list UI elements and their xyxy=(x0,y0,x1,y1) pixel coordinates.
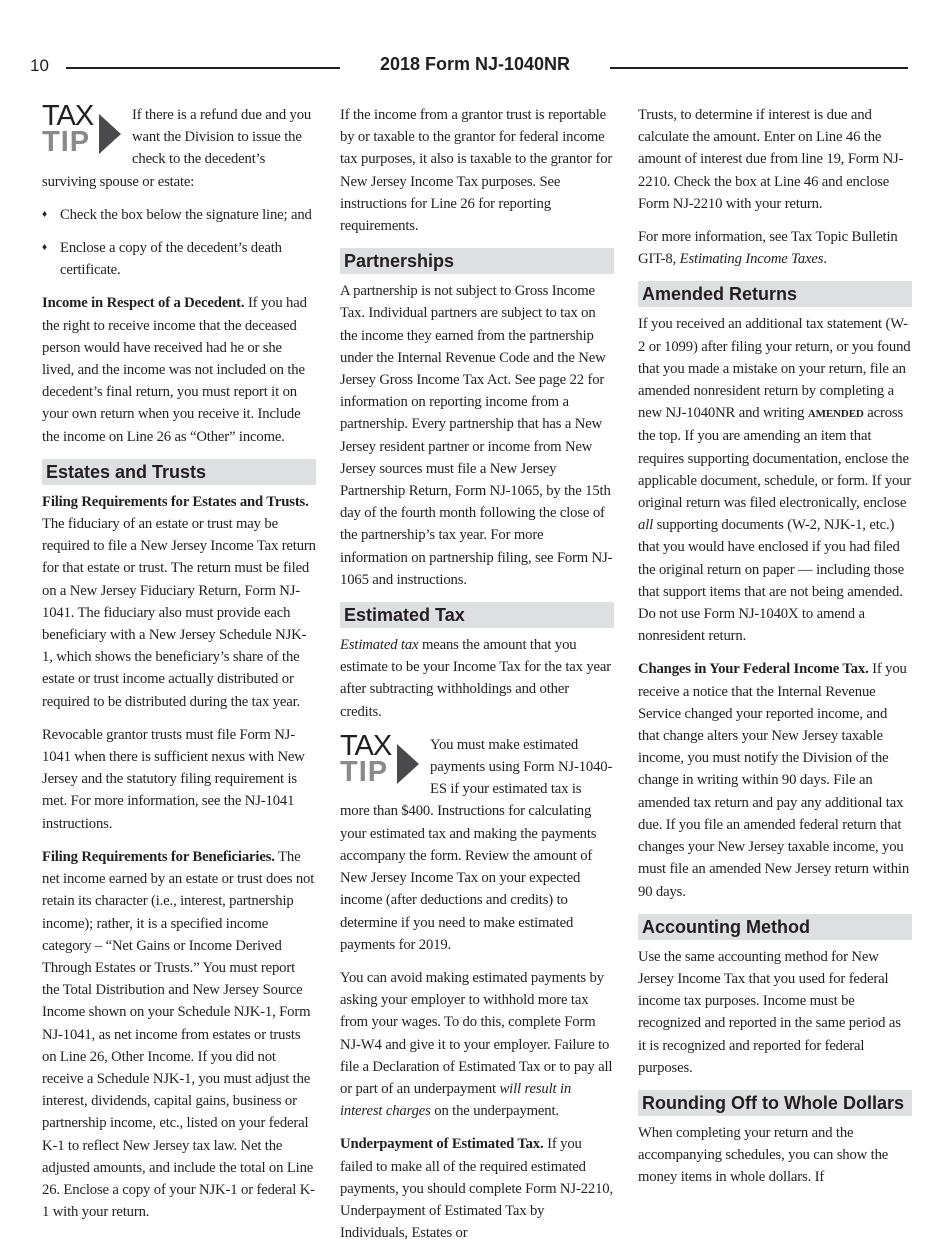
text-run: all xyxy=(638,517,654,534)
text-run: You must make estimated payments using Form NJ-1040-ES if your estimated tax is more than $400. Instructions for calculating your estimated tax and making the payments accompany the form. Review the amount of New Jersey Income Tax on your expected income (after deductions and credits) to determine if you need to make estimated payments for 2019. xyxy=(340,736,613,953)
text-run: Estimating Income Taxes xyxy=(679,251,824,268)
paragraph xyxy=(638,226,912,270)
paragraph xyxy=(340,1133,614,1244)
text-run: Use the same accounting method for New Jersey Income Tax that you used for federal income tax purposes. Income must be recognized and reported in the same period as it is recognized and reported for federal purposes. xyxy=(638,948,901,1076)
text-run: If you receive a notice that the Internal Revenue Service changed your reported income, and that change alters your New Jersey taxable income, you must notify the Division of the change in writing within 90 days. File an amended tax return and pay any additional tax due. If you file an amended federal return that changes your New Jersey taxable income, you must file an amended New Jersey return within 90 days. xyxy=(638,661,910,900)
tax-tip-logo-text: TAX xyxy=(340,729,392,762)
section-heading: Accounting Method xyxy=(638,914,912,940)
text-run: Estimated tax xyxy=(340,637,419,654)
paragraph xyxy=(638,946,912,1079)
paragraph xyxy=(638,658,912,902)
text-run: Check the box below the signature line; and xyxy=(60,206,312,223)
text-run: A partnership is not subject to Gross Income Tax. Individual partners are subject to tax on the income they earned from the partnership under the Internal Revenue Code and the New Jersey Gross Income Tax Act. See page 22 for information on reporting income from a partnership. Every partnership that has a New Jersey resident partner or income from New Jersey sources must file a New Jersey Partnership Return, Form NJ-1065, by the 15th day of the fourth month following the close of the partnership’s tax year. For more information on partnership filing, see Form NJ-1065 and instructions. xyxy=(340,283,613,588)
text-run: Changes in Your Federal Income Tax. xyxy=(638,661,869,678)
paragraph xyxy=(638,1122,912,1189)
arrow-icon xyxy=(397,744,419,784)
paragraph xyxy=(42,724,316,835)
tax-tip-logo-text: TIP xyxy=(340,755,389,788)
text-run: You can avoid making estimated payments by asking your employer to withhold more tax from your wages. To do this, complete Form NJ-W4 and give it to your employer. Failure to file a Declaration of Estimated Tax or to pay all or part of an underpayment xyxy=(340,969,613,1097)
section-heading: Partnerships xyxy=(340,248,614,274)
section-heading: Rounding Off to Whole Dollars xyxy=(638,1090,912,1116)
text-run: Enclose a copy of the decedent’s death certificate. xyxy=(60,240,282,279)
text-run: . xyxy=(823,251,827,268)
tax-tip-logo-icon xyxy=(340,729,422,788)
paragraph xyxy=(340,104,614,237)
section-heading: Amended Returns xyxy=(638,281,912,307)
text-run: The fiduciary of an estate or trust may be required to file a New Jersey Income Tax return for that estate or trust. The return must be filed on a New Jersey Fiduciary Return, Form NJ-1041. The fiduciary also must provide each beneficiary with a New Jersey Schedule NJK-1, which shows the beneficiary’s share of the estate or trust income actually distributed or required to be distributed during the tax year. xyxy=(42,516,316,710)
paragraph xyxy=(340,280,614,591)
text-run: supporting documents (W-2, NJK-1, etc.) that you would have enclosed if you had filed the original return on paper — including those that support items that are not being amended. Do not use Form NJ-1040X to amend a nonresident return. xyxy=(638,517,904,645)
text-run: If there is a refund due and you want the Division to issue the check to the decedent’s surviving spouse or estate: xyxy=(42,107,312,190)
paragraph xyxy=(638,313,912,647)
text-run: For more information, see Tax Topic Bulletin GIT-8, xyxy=(638,229,898,268)
page-title: 2018 Form NJ-1040NR xyxy=(379,54,571,74)
text-run: If you had the right to receive income that the deceased person would have received had he or she lived, and the income was not included on the decedent’s final return, you must report it on your own return when you receive it. Include the income on Line 26 as “Other” income. xyxy=(42,295,307,445)
arrow-icon xyxy=(99,114,121,154)
bullet-item xyxy=(42,204,316,226)
text-run: Trusts, to determine if interest is due and calculate the amount. Enter on Line 46 the amount of interest due from line 19, Form NJ-2210. Check the box at Line 46 and enclose Form NJ-2210 with your return. xyxy=(638,107,904,212)
tax-tip-logo-icon xyxy=(42,100,124,158)
text-run: If you received an additional tax statement (W-2 or 1099) after filing your return, or you found that you made a mistake on your return, file an amended nonresident return by completing a new NJ-1040NR and writing xyxy=(638,316,911,422)
text-run: Filing Requirements for Beneficiaries. xyxy=(42,848,275,865)
paragraph xyxy=(42,846,316,1223)
tax-tip xyxy=(42,100,316,193)
text-run: Revocable grantor trusts must file Form NJ-1041 when there is sufficient nexus with New Jersey and the statutory filing requirement is met. For more information, see the NJ-1041 instructions. xyxy=(42,726,305,832)
bullet-item xyxy=(42,237,316,281)
bullet-icon: ♦ xyxy=(42,208,47,220)
text-run: on the underpayment. xyxy=(430,1103,559,1120)
paragraph xyxy=(42,491,316,713)
tax-tip xyxy=(340,729,614,956)
text-run: The net income earned by an estate or trust does not retain its character (i.e., interest, partnership income); rather, it is a specified income category – “Net Gains or Income Derived Through Estates or Trusts.” You must report the Total Distribution and New Jersey Source Income shown on your Schedule NJK-1, Form NJ-1041, as net income from estates or trusts on Line 26, Other Income. If you did not receive a Schedule NJK-1, you must adjust the interest, dividends, capital gains, business or partnership income, etc., listed on your federal K-1 to reflect New Jersey tax law. Net the adjusted amounts, and include the total on Line 26. Enclose a copy of your NJK-1 or federal K-1 with your return. xyxy=(42,848,315,1221)
text-run: Income in Respect of a Decedent. xyxy=(42,295,245,312)
column-1 xyxy=(42,100,316,1234)
tax-tip-logo-text: TIP xyxy=(42,126,91,158)
text-run: across the top. If you are amending an item that requires supporting documentation, enclose the applicable document, schedule, or form. If your original return was filed electronically, enclose xyxy=(638,405,912,512)
text-run: If the income from a grantor trust is reportable by or taxable to the grantor for federal income tax purposes, it also is taxable to the grantor for New Jersey Income Tax purposes. See instructions for Line 26 for reporting requirements. xyxy=(340,107,613,235)
tax-tip-logo-text: TAX xyxy=(42,100,94,132)
text-run: When completing your return and the accompanying schedules, you can show the money items in whole dollars. If xyxy=(638,1124,889,1186)
paragraph xyxy=(42,292,316,447)
paragraph xyxy=(340,634,614,723)
text-run: will result in interest charges xyxy=(340,1080,572,1120)
header-rule-left xyxy=(66,67,340,69)
text-run: Filing Requirements for Estates and Trusts. xyxy=(42,493,309,510)
text-run: Underpayment of Estimated Tax. xyxy=(340,1136,544,1153)
column-2 xyxy=(340,104,614,1255)
header-rule-right xyxy=(610,67,908,69)
section-heading: Estimated Tax xyxy=(340,602,614,628)
column-3 xyxy=(638,104,912,1200)
paragraph xyxy=(340,967,614,1122)
page-number: 10 xyxy=(30,56,49,75)
text-run: AMENDED xyxy=(807,408,864,421)
text-run: If you failed to make all of the required estimated payments, you should complete Form NJ-2210, Underpayment of Estimated Tax by Individuals, Estates or xyxy=(340,1136,613,1242)
paragraph xyxy=(638,104,912,215)
page-header xyxy=(0,52,950,82)
bullet-icon: ♦ xyxy=(42,242,47,254)
section-heading: Estates and Trusts xyxy=(42,459,316,485)
text-run: means the amount that you estimate to be your Income Tax for the tax year after subtracting withholdings and other credits. xyxy=(340,637,612,720)
